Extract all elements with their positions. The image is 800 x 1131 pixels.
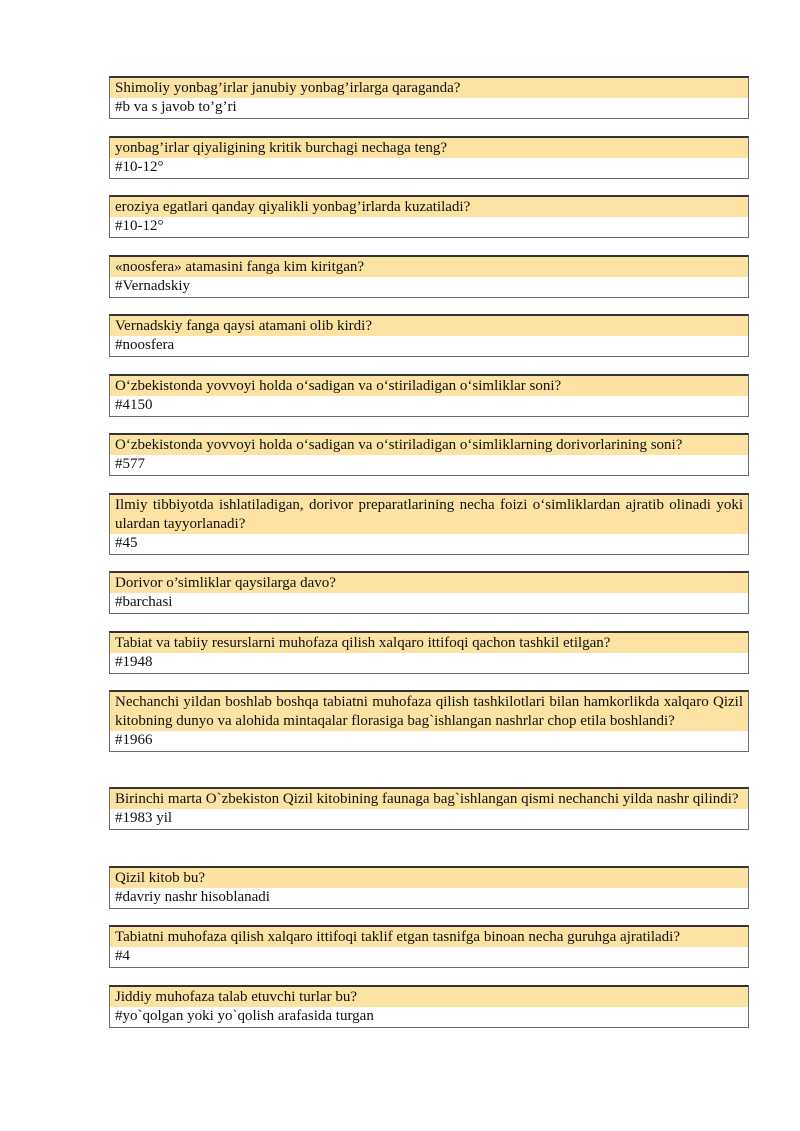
answer-text: #1966 (110, 731, 748, 751)
question-text: Dorivor o’simliklar qaysilarga davo? (110, 573, 748, 593)
question-text: Nechanchi yildan boshlab boshqa tabiatni muhofaza qilish tashkilotlari bilan hamkorlikda xalqaro Qizil kitobning dunyo va alohida mintaqalar florasiga bag`ishlangan nashrlar chop etila boshlandi? (110, 692, 748, 731)
qa-item (109, 493, 749, 555)
question-text: Tabiat va tabiiy resurslarni muhofaza qilish xalqaro ittifoqi qachon tashkil etilgan? (110, 633, 748, 653)
question-text: O‘zbekistonda yovvoyi holda o‘sadigan va o‘stiriladigan o‘simliklar soni? (110, 376, 748, 396)
question-text: Shimoliy yonbag’irlar janubiy yonbag’irlarga qaraganda? (110, 78, 748, 98)
question-text: Birinchi marta O`zbekiston Qizil kitobining faunaga bag`ishlangan qismi nechanchi yilda nashr qilindi? (110, 789, 748, 809)
answer-text: #10-12° (110, 158, 748, 178)
question-text: «noosfera» atamasini fanga kim kiritgan? (110, 257, 748, 277)
qa-item (109, 374, 749, 417)
question-text: O‘zbekistonda yovvoyi holda o‘sadigan va o‘stiriladigan o‘simliklarning dorivorlarining soni? (110, 435, 748, 455)
question-text: Vernadskiy fanga qaysi atamani olib kirdi? (110, 316, 748, 336)
answer-text: #45 (110, 534, 748, 554)
answer-text: #4150 (110, 396, 748, 416)
qa-item (109, 925, 749, 968)
answer-text: #b va s javob to’g’ri (110, 98, 748, 118)
qa-item (109, 631, 749, 674)
answer-text: #barchasi (110, 593, 748, 613)
question-text: Qizil kitob bu? (110, 868, 748, 888)
answer-text: #4 (110, 947, 748, 967)
answer-text: #Vernadskiy (110, 277, 748, 297)
question-text: eroziya egatlari qanday qiyalikli yonbag’irlarda kuzatiladi? (110, 197, 748, 217)
qa-item (109, 136, 749, 179)
question-text: yonbag’irlar qiyaligining kritik burchagi nechaga teng? (110, 138, 748, 158)
answer-text: #1983 yil (110, 809, 748, 829)
answer-text: #yo`qolgan yoki yo`qolish arafasida turgan (110, 1007, 748, 1027)
answer-text: #noosfera (110, 336, 748, 356)
qa-item (109, 314, 749, 357)
question-text: Ilmiy tibbiyotda ishlatiladigan, dorivor preparatlarining necha foizi o‘simliklardan ajratib olinadi yoki ulardan tayyorlanadi? (110, 495, 748, 534)
answer-text: #10-12° (110, 217, 748, 237)
qa-item (109, 787, 749, 830)
question-text: Tabiatni muhofaza qilish xalqaro ittifoqi taklif etgan tasnifga binoan necha guruhga ajratiladi? (110, 927, 748, 947)
qa-item (109, 571, 749, 614)
qa-item (109, 433, 749, 476)
answer-text: #davriy nashr hisoblanadi (110, 888, 748, 908)
answer-text: #1948 (110, 653, 748, 673)
qa-item (109, 985, 749, 1028)
qa-item (109, 76, 749, 119)
answer-text: #577 (110, 455, 748, 475)
qa-item (109, 195, 749, 238)
qa-item (109, 255, 749, 298)
question-text: Jiddiy muhofaza talab etuvchi turlar bu? (110, 987, 748, 1007)
qa-item (109, 690, 749, 752)
qa-item (109, 866, 749, 909)
